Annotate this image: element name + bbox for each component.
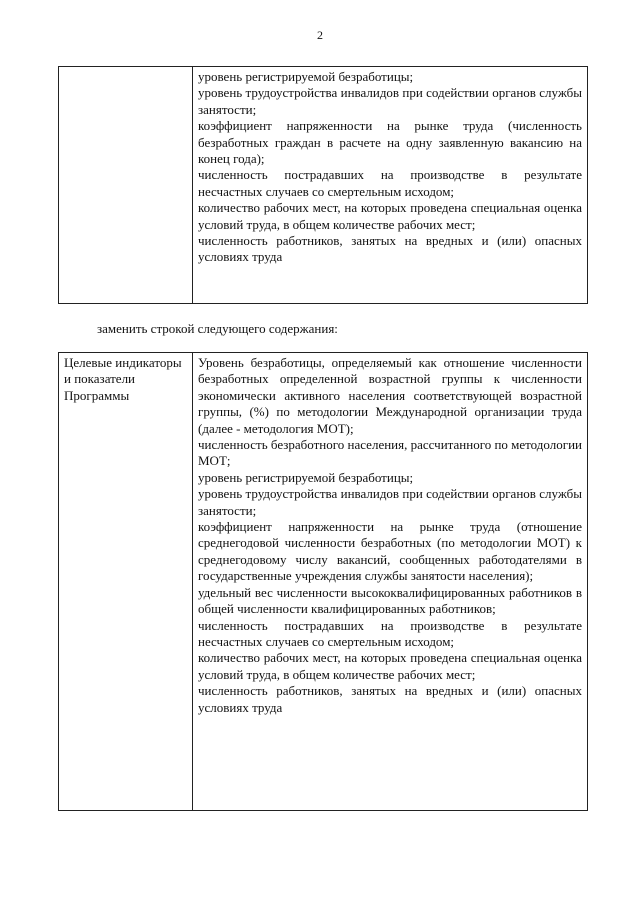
list-item: уровень регистрируемой безработицы; — [198, 469, 414, 485]
instruction-text: заменить строкой следующего содержания: — [97, 321, 338, 336]
list-item: численность безработного населения, рассчитанного по методологии МОТ; — [198, 437, 582, 469]
table-row — [59, 67, 588, 304]
page-number: 2 — [317, 28, 323, 42]
list-item: численность работников, занятых на вредных и (или) опасных условиях труда — [198, 683, 582, 715]
list-item: уровень трудоустройства инвалидов при содействии органов службы занятости; — [198, 486, 582, 518]
list-item: численность пострадавших на производстве в результате несчастных случаев со смертельным исходом; — [198, 167, 582, 199]
table-row — [59, 353, 588, 811]
bottom-table-left-cell: Целевые индикаторы и показатели Программы — [59, 353, 193, 811]
list-item: Уровень безработицы, определяемый как отношение численности безработных определенной возрастной группы к численности экономически активного населения соответствующей возрастной группы, (%) по методологии Международной организации труда (далее - методология МОТ); — [198, 355, 582, 436]
list-item: количество рабочих мест, на которых проведена специальная оценка условий труда, в общем количестве рабочих мест; — [198, 650, 582, 682]
list-item: численность работников, занятых на вредных и (или) опасных условиях труда — [198, 233, 582, 265]
list-item: удельный вес численности высококвалифицированных работников в общей численности квалифицированных работников; — [198, 584, 582, 617]
bottom-table-right-cell — [193, 353, 588, 811]
list-item: уровень трудоустройства инвалидов при содействии органов службы занятости; — [198, 85, 582, 117]
list-item: численность пострадавших на производстве в результате несчастных случаев со смертельным исходом; — [198, 617, 582, 649]
top-table-left-cell — [59, 67, 193, 304]
list-item: коэффициент напряженности на рынке труда (отношение среднегодовой численности безработных (по методологии МОТ) к среднегодовому числу вакансий, сообщенных работодателями в государственные учреждения службы занятости населения); — [198, 519, 582, 584]
bottom-table — [58, 352, 588, 811]
top-table-right-cell — [193, 67, 588, 304]
list-item: уровень регистрируемой безработицы; — [198, 69, 414, 84]
top-table — [58, 66, 588, 304]
list-item: количество рабочих мест, на которых проведена специальная оценка условий труда, в общем количестве рабочих мест; — [198, 200, 582, 232]
list-item: коэффициент напряженности на рынке труда (численность безработных граждан в расчете на одну заявленную вакансию на конец года); — [198, 118, 582, 167]
